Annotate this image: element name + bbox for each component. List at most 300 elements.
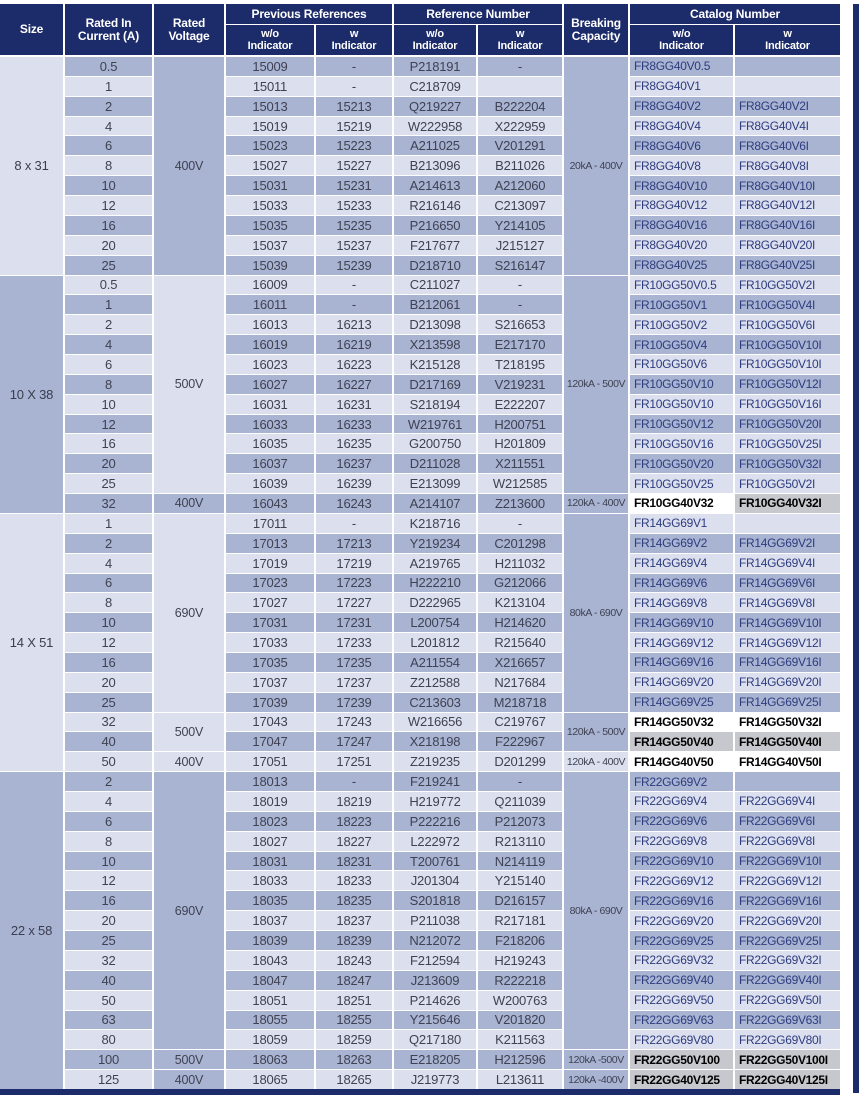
header-rated-voltage: Rated Voltage bbox=[154, 4, 224, 55]
page-bottom-border bbox=[0, 1089, 840, 1095]
cell-catalog-w-indicator: FR8GG40V8I bbox=[735, 156, 840, 175]
cell-prev-ref-w-indicator: 18231 bbox=[316, 852, 392, 871]
cell-ref-number-wo-indicator: P218191 bbox=[394, 57, 476, 76]
cell-catalog-w-indicator: FR10GG50V2I bbox=[735, 276, 840, 295]
cell-catalog-wo-indicator: FR10GG50V4 bbox=[630, 335, 733, 354]
cell-catalog-wo-indicator: FR10GG50V1 bbox=[630, 295, 733, 314]
cell-catalog-w-indicator: FR22GG69V12I bbox=[735, 871, 840, 890]
cell-catalog-w-indicator: FR14GG69V20I bbox=[735, 673, 840, 692]
cell-catalog-wo-indicator: FR14GG69V20 bbox=[630, 673, 733, 692]
cell-ref-number-w-indicator: Y214105 bbox=[478, 216, 562, 235]
cell-current: 100 bbox=[65, 1050, 152, 1069]
cell-catalog-wo-indicator: FR8GG40V12 bbox=[630, 196, 733, 215]
cell-ref-number-wo-indicator: W222958 bbox=[394, 117, 476, 136]
page-right-border bbox=[853, 4, 859, 1093]
cell-prev-ref-wo-indicator: 17037 bbox=[226, 673, 314, 692]
cell-prev-ref-wo-indicator: 15019 bbox=[226, 117, 314, 136]
cell-current: 2 bbox=[65, 772, 152, 791]
breaking-capacity-cell: 120kA -400V bbox=[564, 1070, 628, 1089]
cell-prev-ref-wo-indicator: 16039 bbox=[226, 474, 314, 493]
cell-prev-ref-w-indicator: 18237 bbox=[316, 911, 392, 930]
cell-ref-number-w-indicator: C213097 bbox=[478, 196, 562, 215]
cell-ref-number-w-indicator: H200751 bbox=[478, 415, 562, 434]
cell-prev-ref-wo-indicator: 18027 bbox=[226, 832, 314, 851]
cell-ref-number-wo-indicator: N212072 bbox=[394, 931, 476, 950]
cell-catalog-wo-indicator: FR22GG69V40 bbox=[630, 971, 733, 990]
cell-ref-number-wo-indicator: B212061 bbox=[394, 295, 476, 314]
cell-catalog-w-indicator: FR14GG50V32I bbox=[735, 713, 840, 732]
cell-prev-ref-w-indicator: 18265 bbox=[316, 1070, 392, 1089]
cell-ref-number-wo-indicator: G200750 bbox=[394, 434, 476, 453]
cell-prev-ref-wo-indicator: 18013 bbox=[226, 772, 314, 791]
cell-current: 32 bbox=[65, 951, 152, 970]
cell-current: 16 bbox=[65, 891, 152, 910]
cell-ref-number-w-indicator: G212066 bbox=[478, 574, 562, 593]
cell-current: 12 bbox=[65, 415, 152, 434]
cell-ref-number-w-indicator: K211563 bbox=[478, 1030, 562, 1049]
cell-prev-ref-w-indicator: 15235 bbox=[316, 216, 392, 235]
cell-ref-number-wo-indicator: K218716 bbox=[394, 514, 476, 533]
cell-ref-number-w-indicator: H214620 bbox=[478, 613, 562, 632]
voltage-cell: 500V bbox=[154, 276, 224, 494]
cell-current: 10 bbox=[65, 613, 152, 632]
cell-prev-ref-w-indicator: 18247 bbox=[316, 971, 392, 990]
cell-prev-ref-w-indicator: 17233 bbox=[316, 633, 392, 652]
cell-catalog-w-indicator: FR22GG69V8I bbox=[735, 832, 840, 851]
voltage-cell: 690V bbox=[154, 772, 224, 1049]
cell-catalog-wo-indicator: FR22GG69V50 bbox=[630, 991, 733, 1010]
cell-current: 6 bbox=[65, 574, 152, 593]
cell-catalog-w-indicator: FR14GG69V8I bbox=[735, 593, 840, 612]
cell-ref-number-w-indicator: H219243 bbox=[478, 951, 562, 970]
cell-current: 8 bbox=[65, 593, 152, 612]
cell-current: 2 bbox=[65, 315, 152, 334]
cell-catalog-w-indicator: FR14GG69V4I bbox=[735, 554, 840, 573]
cell-ref-number-wo-indicator: W216656 bbox=[394, 713, 476, 732]
cell-catalog-wo-indicator: FR22GG69V80 bbox=[630, 1030, 733, 1049]
cell-prev-ref-wo-indicator: 18039 bbox=[226, 931, 314, 950]
cell-ref-number-wo-indicator: F219241 bbox=[394, 772, 476, 791]
header-prev-w-indicator: w Indicator bbox=[316, 25, 392, 55]
cell-ref-number-wo-indicator: C211027 bbox=[394, 276, 476, 295]
cell-prev-ref-w-indicator: 16227 bbox=[316, 375, 392, 394]
cell-ref-number-w-indicator: - bbox=[478, 772, 562, 791]
cell-catalog-wo-indicator: FR14GG69V25 bbox=[630, 693, 733, 712]
cell-catalog-wo-indicator: FR22GG40V125 bbox=[630, 1070, 733, 1089]
cell-catalog-wo-indicator: FR10GG50V10 bbox=[630, 395, 733, 414]
cell-catalog-w-indicator: FR8GG40V25I bbox=[735, 256, 840, 275]
cell-ref-number-w-indicator: E222207 bbox=[478, 395, 562, 414]
cell-prev-ref-wo-indicator: 17019 bbox=[226, 554, 314, 573]
cell-current: 0.5 bbox=[65, 276, 152, 295]
cell-prev-ref-w-indicator: 16219 bbox=[316, 335, 392, 354]
cell-catalog-wo-indicator: FR8GG40V8 bbox=[630, 156, 733, 175]
cell-prev-ref-wo-indicator: 15031 bbox=[226, 176, 314, 195]
cell-ref-number-w-indicator: X216657 bbox=[478, 653, 562, 672]
cell-prev-ref-wo-indicator: 15039 bbox=[226, 256, 314, 275]
cell-catalog-w-indicator bbox=[735, 514, 840, 533]
cell-prev-ref-w-indicator: - bbox=[316, 772, 392, 791]
cell-ref-number-wo-indicator: H219772 bbox=[394, 792, 476, 811]
breaking-capacity-cell: 120kA - 400V bbox=[564, 494, 628, 513]
cell-ref-number-w-indicator: L213611 bbox=[478, 1070, 562, 1089]
cell-ref-number-wo-indicator: E213099 bbox=[394, 474, 476, 493]
cell-catalog-w-indicator: FR10GG50V20I bbox=[735, 415, 840, 434]
cell-prev-ref-wo-indicator: 18047 bbox=[226, 971, 314, 990]
cell-prev-ref-wo-indicator: 17027 bbox=[226, 593, 314, 612]
cell-prev-ref-w-indicator: 18243 bbox=[316, 951, 392, 970]
cell-current: 25 bbox=[65, 931, 152, 950]
cell-ref-number-wo-indicator: X213598 bbox=[394, 335, 476, 354]
voltage-cell: 400V bbox=[154, 1070, 224, 1089]
cell-ref-number-w-indicator: B222204 bbox=[478, 97, 562, 116]
cell-catalog-wo-indicator: FR10GG50V16 bbox=[630, 434, 733, 453]
cell-prev-ref-w-indicator: 18255 bbox=[316, 1011, 392, 1030]
cell-prev-ref-wo-indicator: 15023 bbox=[226, 136, 314, 155]
cell-catalog-wo-indicator: FR8GG40V10 bbox=[630, 176, 733, 195]
cell-catalog-wo-indicator: FR22GG69V16 bbox=[630, 891, 733, 910]
cell-prev-ref-w-indicator: 16231 bbox=[316, 395, 392, 414]
cell-prev-ref-w-indicator: 18239 bbox=[316, 931, 392, 950]
cell-ref-number-w-indicator: R215640 bbox=[478, 633, 562, 652]
cell-ref-number-wo-indicator: D218710 bbox=[394, 256, 476, 275]
table-body bbox=[0, 57, 840, 1089]
cell-ref-number-w-indicator: T218195 bbox=[478, 355, 562, 374]
cell-ref-number-w-indicator: A212060 bbox=[478, 176, 562, 195]
cell-ref-number-wo-indicator: S218194 bbox=[394, 395, 476, 414]
cell-prev-ref-w-indicator: 17239 bbox=[316, 693, 392, 712]
cell-catalog-wo-indicator: FR8GG40V25 bbox=[630, 256, 733, 275]
cell-current: 1 bbox=[65, 77, 152, 96]
cell-prev-ref-wo-indicator: 18059 bbox=[226, 1030, 314, 1049]
cell-ref-number-wo-indicator: Y215646 bbox=[394, 1011, 476, 1030]
cell-current: 20 bbox=[65, 911, 152, 930]
cell-ref-number-w-indicator: N214119 bbox=[478, 852, 562, 871]
cell-current: 16 bbox=[65, 653, 152, 672]
cell-prev-ref-wo-indicator: 18023 bbox=[226, 812, 314, 831]
cell-current: 0.5 bbox=[65, 57, 152, 76]
cell-catalog-w-indicator: FR14GG69V25I bbox=[735, 693, 840, 712]
cell-catalog-w-indicator: FR10GG40V32I bbox=[735, 494, 840, 513]
cell-current: 16 bbox=[65, 434, 152, 453]
voltage-cell: 400V bbox=[154, 57, 224, 275]
cell-prev-ref-wo-indicator: 16035 bbox=[226, 434, 314, 453]
cell-prev-ref-w-indicator: 15219 bbox=[316, 117, 392, 136]
cell-catalog-wo-indicator: FR14GG69V2 bbox=[630, 534, 733, 553]
cell-catalog-wo-indicator: FR22GG69V2 bbox=[630, 772, 733, 791]
cell-current: 4 bbox=[65, 792, 152, 811]
header-ref-wo-indicator: w/o Indicator bbox=[394, 25, 476, 55]
cell-prev-ref-w-indicator: 15231 bbox=[316, 176, 392, 195]
cell-catalog-w-indicator: FR8GG40V10I bbox=[735, 176, 840, 195]
cell-current: 20 bbox=[65, 454, 152, 473]
cell-prev-ref-wo-indicator: 18043 bbox=[226, 951, 314, 970]
cell-current: 20 bbox=[65, 673, 152, 692]
cell-catalog-wo-indicator: FR22GG69V32 bbox=[630, 951, 733, 970]
cell-catalog-wo-indicator: FR14GG40V50 bbox=[630, 752, 733, 771]
cell-ref-number-w-indicator: D216157 bbox=[478, 891, 562, 910]
cell-ref-number-w-indicator: X222959 bbox=[478, 117, 562, 136]
cell-catalog-wo-indicator: FR8GG40V20 bbox=[630, 236, 733, 255]
cell-prev-ref-wo-indicator: 16023 bbox=[226, 355, 314, 374]
cell-catalog-wo-indicator: FR8GG40V0.5 bbox=[630, 57, 733, 76]
cell-ref-number-w-indicator: F222967 bbox=[478, 732, 562, 751]
cell-ref-number-wo-indicator: P222216 bbox=[394, 812, 476, 831]
header-reference-number: Reference Number bbox=[394, 4, 562, 24]
voltage-cell: 690V bbox=[154, 514, 224, 712]
cell-current: 50 bbox=[65, 752, 152, 771]
cell-prev-ref-wo-indicator: 16043 bbox=[226, 494, 314, 513]
cell-prev-ref-w-indicator: 15227 bbox=[316, 156, 392, 175]
cell-catalog-w-indicator: FR22GG50V100I bbox=[735, 1050, 840, 1069]
cell-prev-ref-wo-indicator: 16019 bbox=[226, 335, 314, 354]
cell-prev-ref-w-indicator: 18223 bbox=[316, 812, 392, 831]
cell-ref-number-wo-indicator: D211028 bbox=[394, 454, 476, 473]
breaking-capacity-cell: 80kA - 690V bbox=[564, 514, 628, 712]
cell-catalog-w-indicator: FR22GG69V25I bbox=[735, 931, 840, 950]
cell-prev-ref-wo-indicator: 18033 bbox=[226, 871, 314, 890]
cell-ref-number-w-indicator: R213110 bbox=[478, 832, 562, 851]
cell-prev-ref-w-indicator: 16223 bbox=[316, 355, 392, 374]
cell-ref-number-w-indicator: - bbox=[478, 276, 562, 295]
cell-ref-number-wo-indicator: L200754 bbox=[394, 613, 476, 632]
cell-catalog-wo-indicator: FR8GG40V2 bbox=[630, 97, 733, 116]
cell-prev-ref-wo-indicator: 18035 bbox=[226, 891, 314, 910]
cell-current: 6 bbox=[65, 136, 152, 155]
cell-catalog-w-indicator: FR8GG40V12I bbox=[735, 196, 840, 215]
cell-catalog-wo-indicator: FR22GG69V4 bbox=[630, 792, 733, 811]
cell-current: 10 bbox=[65, 852, 152, 871]
cell-catalog-w-indicator: FR10GG50V2I bbox=[735, 474, 840, 493]
cell-prev-ref-w-indicator: 17213 bbox=[316, 534, 392, 553]
cell-prev-ref-w-indicator: 15239 bbox=[316, 256, 392, 275]
cell-catalog-w-indicator: FR10GG50V16I bbox=[735, 395, 840, 414]
cell-current: 12 bbox=[65, 633, 152, 652]
header-prev-wo-indicator: w/o Indicator bbox=[226, 25, 314, 55]
cell-prev-ref-w-indicator: 16239 bbox=[316, 474, 392, 493]
cell-ref-number-wo-indicator: X218198 bbox=[394, 732, 476, 751]
cell-prev-ref-w-indicator: 18219 bbox=[316, 792, 392, 811]
cell-current: 6 bbox=[65, 355, 152, 374]
cell-current: 12 bbox=[65, 871, 152, 890]
cell-prev-ref-wo-indicator: 17011 bbox=[226, 514, 314, 533]
cell-prev-ref-wo-indicator: 16033 bbox=[226, 415, 314, 434]
cell-prev-ref-w-indicator: 15213 bbox=[316, 97, 392, 116]
cell-catalog-wo-indicator: FR14GG69V12 bbox=[630, 633, 733, 652]
header-cat-w-indicator: w Indicator bbox=[735, 25, 840, 55]
cell-ref-number-wo-indicator: P216650 bbox=[394, 216, 476, 235]
cell-prev-ref-wo-indicator: 15037 bbox=[226, 236, 314, 255]
cell-ref-number-wo-indicator: R216146 bbox=[394, 196, 476, 215]
cell-ref-number-w-indicator: N217684 bbox=[478, 673, 562, 692]
cell-ref-number-wo-indicator: A214613 bbox=[394, 176, 476, 195]
cell-catalog-w-indicator: FR14GG50V40I bbox=[735, 732, 840, 751]
cell-catalog-w-indicator: FR10GG50V10I bbox=[735, 355, 840, 374]
cell-current: 1 bbox=[65, 295, 152, 314]
cell-current: 80 bbox=[65, 1030, 152, 1049]
cell-ref-number-wo-indicator: K215128 bbox=[394, 355, 476, 374]
cell-current: 63 bbox=[65, 1011, 152, 1030]
voltage-cell: 400V bbox=[154, 494, 224, 513]
cell-catalog-w-indicator: FR10GG50V12I bbox=[735, 375, 840, 394]
cell-prev-ref-wo-indicator: 18055 bbox=[226, 1011, 314, 1030]
cell-catalog-w-indicator: FR14GG40V50I bbox=[735, 752, 840, 771]
cell-ref-number-w-indicator: V219231 bbox=[478, 375, 562, 394]
cell-ref-number-wo-indicator: C218709 bbox=[394, 77, 476, 96]
cell-catalog-w-indicator: FR22GG40V125I bbox=[735, 1070, 840, 1089]
cell-ref-number-w-indicator: H201809 bbox=[478, 434, 562, 453]
cell-prev-ref-wo-indicator: 18031 bbox=[226, 852, 314, 871]
cell-prev-ref-wo-indicator: 16031 bbox=[226, 395, 314, 414]
cell-prev-ref-w-indicator: - bbox=[316, 514, 392, 533]
cell-prev-ref-w-indicator: - bbox=[316, 276, 392, 295]
cell-prev-ref-w-indicator: 15223 bbox=[316, 136, 392, 155]
cell-ref-number-w-indicator: V201291 bbox=[478, 136, 562, 155]
cell-ref-number-wo-indicator: D222965 bbox=[394, 593, 476, 612]
cell-prev-ref-w-indicator: 16237 bbox=[316, 454, 392, 473]
cell-ref-number-w-indicator: M218718 bbox=[478, 693, 562, 712]
cell-catalog-wo-indicator: FR10GG50V12 bbox=[630, 415, 733, 434]
cell-ref-number-w-indicator: C219767 bbox=[478, 713, 562, 732]
cell-prev-ref-wo-indicator: 17035 bbox=[226, 653, 314, 672]
cell-catalog-w-indicator: FR8GG40V20I bbox=[735, 236, 840, 255]
cell-current: 16 bbox=[65, 216, 152, 235]
cell-prev-ref-wo-indicator: 18037 bbox=[226, 911, 314, 930]
cell-current: 4 bbox=[65, 117, 152, 136]
cell-catalog-wo-indicator: FR14GG69V8 bbox=[630, 593, 733, 612]
cell-ref-number-wo-indicator: P214626 bbox=[394, 991, 476, 1010]
cell-catalog-w-indicator: FR22GG69V50I bbox=[735, 991, 840, 1010]
cell-ref-number-w-indicator: S216147 bbox=[478, 256, 562, 275]
cell-prev-ref-wo-indicator: 17043 bbox=[226, 713, 314, 732]
size-cell: 10 X 38 bbox=[0, 276, 63, 513]
cell-prev-ref-w-indicator: 17227 bbox=[316, 593, 392, 612]
cell-prev-ref-w-indicator: 17231 bbox=[316, 613, 392, 632]
cell-current: 20 bbox=[65, 236, 152, 255]
cell-prev-ref-wo-indicator: 15035 bbox=[226, 216, 314, 235]
cell-current: 6 bbox=[65, 812, 152, 831]
size-cell: 22 x 58 bbox=[0, 772, 63, 1089]
cell-prev-ref-wo-indicator: 15009 bbox=[226, 57, 314, 76]
cell-catalog-wo-indicator: FR22GG69V8 bbox=[630, 832, 733, 851]
cell-ref-number-wo-indicator: W219761 bbox=[394, 415, 476, 434]
cell-prev-ref-w-indicator: 16233 bbox=[316, 415, 392, 434]
cell-catalog-wo-indicator: FR10GG50V6 bbox=[630, 355, 733, 374]
breaking-capacity-cell: 80kA - 690V bbox=[564, 772, 628, 1049]
cell-prev-ref-w-indicator: 16243 bbox=[316, 494, 392, 513]
cell-catalog-w-indicator: FR14GG69V16I bbox=[735, 653, 840, 672]
cell-current: 32 bbox=[65, 713, 152, 732]
cell-ref-number-w-indicator: H211032 bbox=[478, 554, 562, 573]
header-rated-current: Rated In Current (A) bbox=[65, 4, 152, 55]
cell-ref-number-w-indicator: V201820 bbox=[478, 1011, 562, 1030]
cell-catalog-wo-indicator: FR10GG50V10 bbox=[630, 375, 733, 394]
cell-catalog-w-indicator bbox=[735, 772, 840, 791]
voltage-cell: 500V bbox=[154, 713, 224, 752]
cell-current: 4 bbox=[65, 335, 152, 354]
cell-catalog-wo-indicator: FR22GG69V10 bbox=[630, 852, 733, 871]
cell-current: 25 bbox=[65, 256, 152, 275]
cell-ref-number-w-indicator: D201299 bbox=[478, 752, 562, 771]
cell-prev-ref-w-indicator: 17223 bbox=[316, 574, 392, 593]
cell-prev-ref-w-indicator: 17247 bbox=[316, 732, 392, 751]
cell-ref-number-wo-indicator: A219765 bbox=[394, 554, 476, 573]
cell-current: 8 bbox=[65, 156, 152, 175]
cell-catalog-w-indicator bbox=[735, 57, 840, 76]
cell-prev-ref-wo-indicator: 17039 bbox=[226, 693, 314, 712]
cell-prev-ref-w-indicator: 17251 bbox=[316, 752, 392, 771]
cell-ref-number-wo-indicator: B213096 bbox=[394, 156, 476, 175]
cell-prev-ref-wo-indicator: 16027 bbox=[226, 375, 314, 394]
cell-catalog-wo-indicator: FR14GG69V16 bbox=[630, 653, 733, 672]
cell-prev-ref-w-indicator: 15237 bbox=[316, 236, 392, 255]
voltage-cell: 400V bbox=[154, 752, 224, 771]
cell-prev-ref-w-indicator: - bbox=[316, 77, 392, 96]
cell-current: 4 bbox=[65, 554, 152, 573]
cell-ref-number-wo-indicator: L222972 bbox=[394, 832, 476, 851]
cell-prev-ref-w-indicator: - bbox=[316, 57, 392, 76]
cell-prev-ref-wo-indicator: 17047 bbox=[226, 732, 314, 751]
cell-catalog-w-indicator: FR10GG50V25I bbox=[735, 434, 840, 453]
cell-prev-ref-wo-indicator: 18019 bbox=[226, 792, 314, 811]
cell-prev-ref-wo-indicator: 16009 bbox=[226, 276, 314, 295]
header-ref-w-indicator: w Indicator bbox=[478, 25, 562, 55]
cell-prev-ref-wo-indicator: 18063 bbox=[226, 1050, 314, 1069]
cell-ref-number-wo-indicator: P211038 bbox=[394, 911, 476, 930]
cell-prev-ref-w-indicator: - bbox=[316, 295, 392, 314]
cell-current: 8 bbox=[65, 375, 152, 394]
cell-ref-number-wo-indicator: C213603 bbox=[394, 693, 476, 712]
breaking-capacity-cell: 120kA - 400V bbox=[564, 752, 628, 771]
cell-ref-number-w-indicator: C201298 bbox=[478, 534, 562, 553]
cell-ref-number-wo-indicator: J219773 bbox=[394, 1070, 476, 1089]
cell-ref-number-wo-indicator: Y219234 bbox=[394, 534, 476, 553]
cell-ref-number-w-indicator: - bbox=[478, 57, 562, 76]
cell-catalog-w-indicator: FR14GG69V12I bbox=[735, 633, 840, 652]
cell-prev-ref-wo-indicator: 15013 bbox=[226, 97, 314, 116]
cell-current: 12 bbox=[65, 196, 152, 215]
cell-catalog-w-indicator: FR14GG69V6I bbox=[735, 574, 840, 593]
cell-ref-number-wo-indicator: Z219235 bbox=[394, 752, 476, 771]
header-breaking-capacity: Breaking Capacity bbox=[564, 4, 628, 55]
cell-catalog-w-indicator: FR22GG69V20I bbox=[735, 911, 840, 930]
cell-prev-ref-w-indicator: 15233 bbox=[316, 196, 392, 215]
cell-ref-number-wo-indicator: S201818 bbox=[394, 891, 476, 910]
cell-ref-number-wo-indicator: A214107 bbox=[394, 494, 476, 513]
header-size: Size bbox=[0, 4, 63, 55]
cell-catalog-w-indicator: FR10GG50V6I bbox=[735, 315, 840, 334]
cell-catalog-wo-indicator: FR8GG40V16 bbox=[630, 216, 733, 235]
cell-catalog-w-indicator: FR8GG40V6I bbox=[735, 136, 840, 155]
header-catalog-number: Catalog Number bbox=[630, 4, 840, 24]
cell-prev-ref-wo-indicator: 17051 bbox=[226, 752, 314, 771]
cell-prev-ref-wo-indicator: 15011 bbox=[226, 77, 314, 96]
cell-catalog-w-indicator: FR22GG69V63I bbox=[735, 1011, 840, 1030]
cell-prev-ref-wo-indicator: 15027 bbox=[226, 156, 314, 175]
cell-catalog-w-indicator: FR8GG40V4I bbox=[735, 117, 840, 136]
cell-current: 25 bbox=[65, 474, 152, 493]
cell-ref-number-w-indicator bbox=[478, 77, 562, 96]
cell-prev-ref-w-indicator: 17219 bbox=[316, 554, 392, 573]
cell-ref-number-wo-indicator: H222210 bbox=[394, 574, 476, 593]
cell-prev-ref-w-indicator: 17235 bbox=[316, 653, 392, 672]
size-cell: 14 X 51 bbox=[0, 514, 63, 771]
cell-catalog-w-indicator: FR22GG69V32I bbox=[735, 951, 840, 970]
cell-ref-number-w-indicator: K213104 bbox=[478, 593, 562, 612]
cell-catalog-wo-indicator: FR10GG40V32 bbox=[630, 494, 733, 513]
cell-ref-number-w-indicator: R222218 bbox=[478, 971, 562, 990]
cell-catalog-wo-indicator: FR10GG50V0.5 bbox=[630, 276, 733, 295]
